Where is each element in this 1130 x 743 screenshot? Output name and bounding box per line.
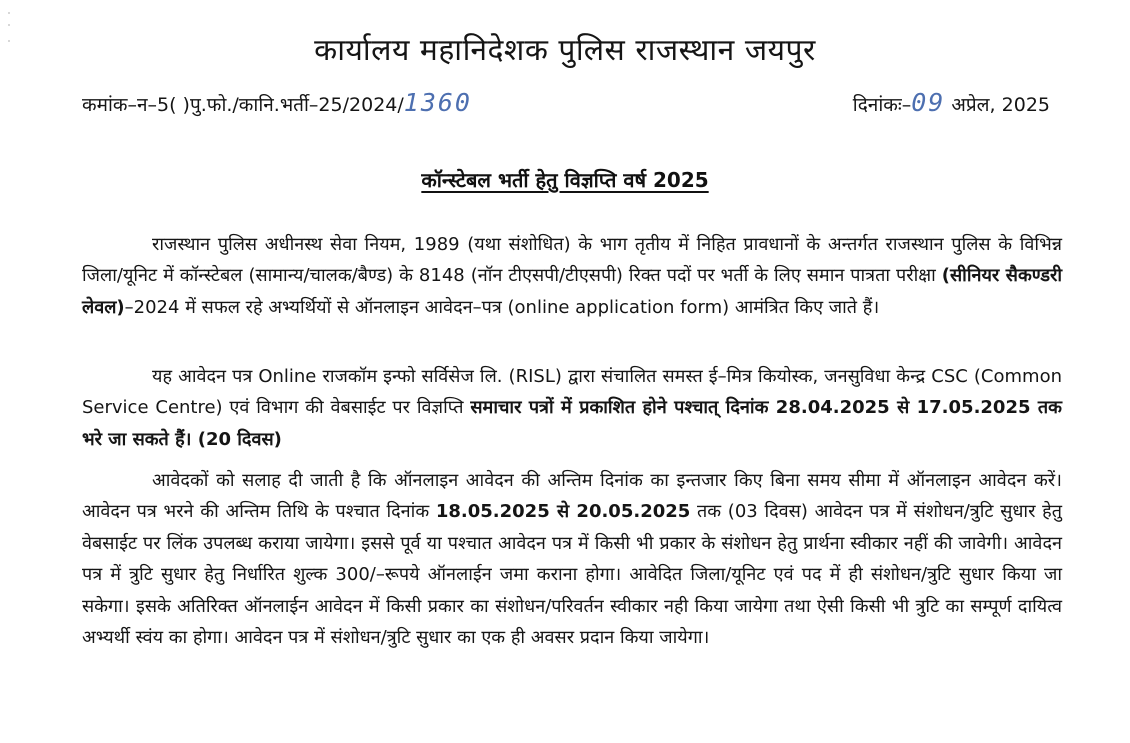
paragraph-text: तक (03 दिवस) आवेदन पत्र में संशोधन/त्रुटि सुधार हेतु वेबसाईट पर लिंक उपलब्ध कराया जायेगा। इससे पूर्व या पश्चात आवेदन पत्र में किसी भी प्रकार के संशोधन हेतु प्रार्थना स्वीकार नहीं की जावेगी। आवेदन पत्र में त्रुटि सुधार हेतु निर्धारित शुल्क 300/–रूपये ऑनलाईन जमा कराना होगा। आवेदित जिला/यूनिट एवं पद में ही संशोधन/त्रुटि सुधार किया जा सकेगा। इसके अतिरिक्त ऑनलाईन आवेदन में किसी प्रकार का संशोधन/परिवर्तन स्वीकार नही किया जायेगा तथा ऐसी किसी भी त्रुटि का सम्पूर्ण दायित्व अभ्यर्थी स्वंय का होगा। आवेदन पत्र में संशोधन/त्रुटि सुधार का एक ही अवसर प्रदान किया जायेगा। bbox=[82, 501, 1062, 649]
paragraph-bold-text: (सीनियर सैकण्डरी लेवल) bbox=[82, 265, 1062, 318]
paragraph-application-window bbox=[82, 361, 1062, 455]
paragraph-text: आवेदकों को सलाह दी जाती है कि ऑनलाइन आवेदन की अन्तिम दिनांक का इन्तजार किए बिना समय सीमा में ऑनलाइन आवेदन करें। आवेदन पत्र भरने की अन्तिम तिथि के पश्चात दिनांक bbox=[82, 470, 1062, 523]
date-suffix: अप्रेल, 2025 bbox=[945, 94, 1050, 116]
paragraph-text: राजस्थान पुलिस अधीनस्थ सेवा नियम, 1989 (यथा संशोधित) के भाग तृतीय में निहित प्रावधानों के अन्तर्गत राजस्थान पुलिस के विभिन्न जिला/यूनिट में कॉन्स्टेबल (सामान्य/चालक/बैण्ड) के 8148 (नॉन टीएसपी/टीएसपी) रिक्त पदों पर भर्ती के लिए समान पात्रता परीक्षा bbox=[82, 234, 1062, 287]
handwritten-date-day: 09 bbox=[911, 88, 946, 117]
paragraph-bold-text: 18.05.2025 से 20.05.2025 bbox=[435, 501, 691, 523]
paragraph-text: यह आवेदन पत्र Online राजकॉम इन्फो सर्विसेज लि. (RISL) द्वारा संचालित समस्त ई–मित्र कियोस्क, जनसुविधा केन्द्र CSC (Common Service Centre) एवं विभाग की वेबसाईट पर विज्ञप्ति bbox=[82, 366, 1062, 419]
notice-heading-text: कॉन्स्टेबल भर्ती हेतु विज्ञप्ति वर्ष 2025 bbox=[421, 168, 709, 192]
issue-date bbox=[853, 88, 1050, 117]
paragraph-bold-text: समाचार पत्रों में प्रकाशित होने पश्चात् दिनांक 28.04.2025 से 17.05.2025 तक भरे जा सकते हैं। (20 दिवस) bbox=[82, 397, 1062, 450]
reference-number bbox=[82, 88, 472, 117]
paragraph-text: –2024 में सफल रहे अभ्यर्थियों से ऑनलाइन आवेदन–पत्र (online application form) आमंत्रित किए जाते हैं। bbox=[124, 296, 880, 318]
office-title: कार्यालय महानिदेशक पुलिस राजस्थान जयपुर bbox=[314, 33, 816, 68]
reference-prefix: कमांक–न–5( )पु.फो./कानि.भर्ती–25/2024/ bbox=[82, 94, 404, 116]
paragraph-correction-window bbox=[82, 465, 1062, 653]
handwritten-reference-number: 1360 bbox=[403, 88, 472, 117]
reference-line bbox=[82, 86, 1050, 120]
date-prefix: दिनांकः– bbox=[852, 94, 912, 116]
notice-heading bbox=[0, 166, 1130, 193]
paragraph-eligibility bbox=[82, 229, 1062, 323]
